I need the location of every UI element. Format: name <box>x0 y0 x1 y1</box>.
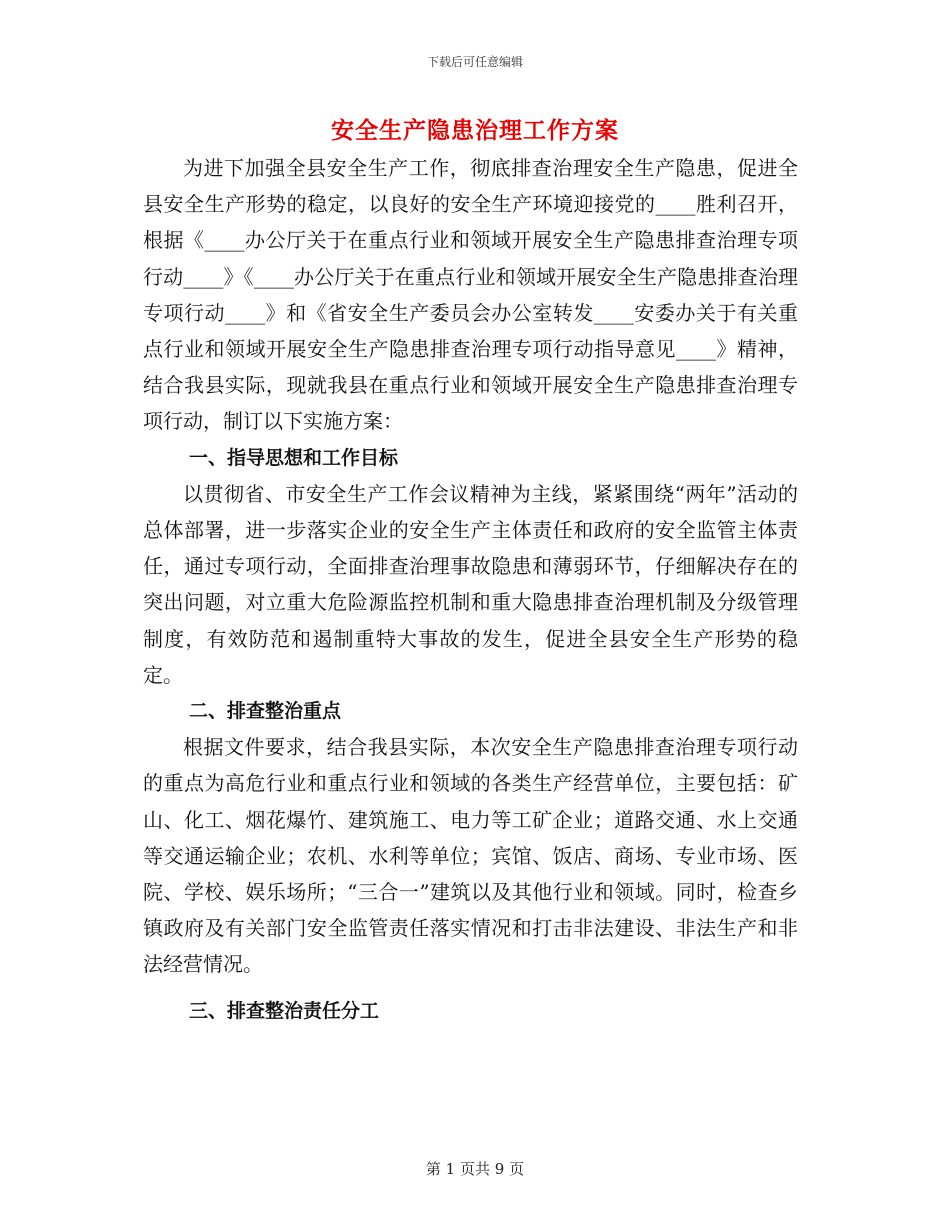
page-header-note: 下载后可任意编辑 <box>426 55 523 69</box>
section-body-2: 根据文件要求，结合我县实际，本次安全生产隐患排查治理专项行动的重点为高危行业和重点行业和领域的各类生产经营单位，主要包括：矿山、化工、烟花爆竹、建筑施工、电力等工矿企业；道路交通、水上交通等交通运输企业；农机、水利等单位；宾馆、饭店、商场、专业市场、医院、学校、娱乐场所；“三合一”建筑以及其他行业和领域。同时，检查乡镇政府及有关部门安全监管责任落实情况和打击非法建设、非法生产和非法经营情况。 <box>143 735 798 977</box>
page-number-footer: 第 1 页共 9 页 <box>425 1160 525 1178</box>
section-heading-2: 二、排查整治重点 <box>189 700 342 723</box>
document-body <box>143 150 798 1029</box>
section-heading-1: 一、指导思想和工作目标 <box>189 446 399 469</box>
section-body-1: 以贯彻省、市安全生产工作会议精神为主线，紧紧围绕“两年”活动的总体部署，进一步落实企业的安全生产主体责任和政府的安全监管主体责任，通过专项行动，全面排查治理事故隐患和薄弱环节，仔细解决存在的突出问题，对立重大危险源监控机制和重大隐患排查治理机制及分级管理制度，有效防范和遏制重特大事故的发生，促进全县安全生产形势的稳定。 <box>143 481 798 687</box>
document-title: 安全生产隐患治理工作方案 <box>331 118 619 144</box>
section-heading-3: 三、排查整治责任分工 <box>189 999 380 1022</box>
intro-paragraph: 为进下加强全县安全生产工作，彻底排查治理安全生产隐患，促进全县安全生产形势的稳定，以良好的安全生产环境迎接党的____胜利召开，根据《____办公厅关于在重点行业和领域开展安全生产隐患排查治理专项行动____》《____办公厅关于在重点行业和领域开展安全生产隐患排查治理专项行动____》和《省安全生产委员会办公室转发____安委办关于有关重点行业和领域开展安全生产隐患排查治理专项行动指导意见____》精神，结合我县实际，现就我县在重点行业和领域开展安全生产隐患排查治理专项行动，制订以下实施方案： <box>143 156 798 434</box>
